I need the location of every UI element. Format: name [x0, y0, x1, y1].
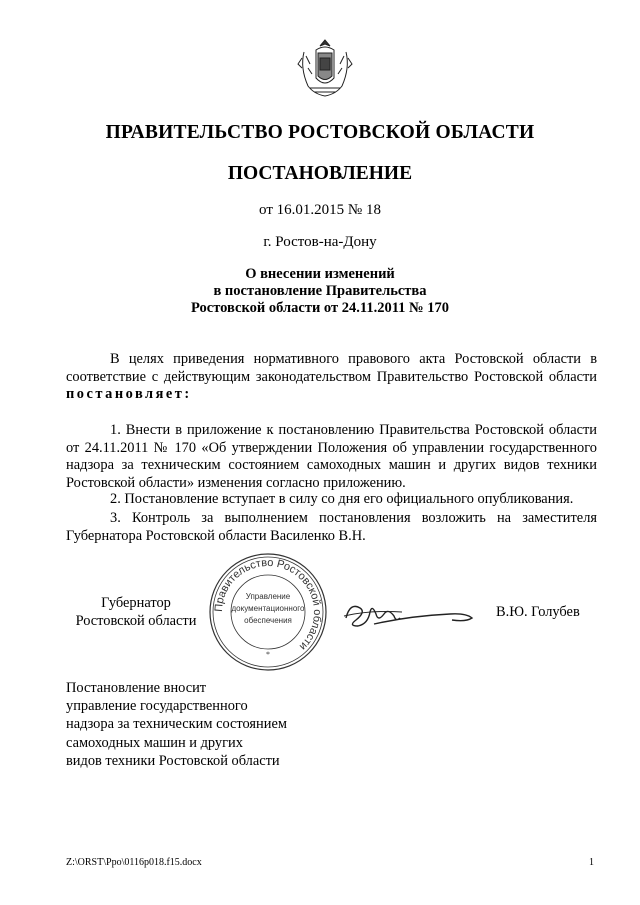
item-3-paragraph: 3. Контроль за выполнением постановления возложить на заместителя Губернатора Ростовской области Василенко В.Н. — [66, 510, 597, 544]
executor-line: видов техники Ростовской области — [66, 752, 280, 769]
stamp-ring-text: Правительство Ростовской области — [212, 556, 324, 653]
coat-of-arms-icon — [296, 38, 354, 100]
executor-line: надзора за техническим состоянием — [66, 716, 287, 733]
resolves-word: постановляет: — [66, 386, 192, 403]
signer-title — [66, 594, 206, 630]
stamp-inner-line: Управление — [245, 592, 291, 601]
document-date-number: от 16.01.2015 № 18 — [259, 202, 381, 218]
document-type: ПОСТАНОВЛЕНИЕ — [227, 163, 413, 184]
executor-line: самоходных машин и других — [66, 734, 243, 751]
stamp-inner-line: документационного — [231, 604, 305, 613]
footer-file-path: Z:\ORST\Ppo\0116p018.f15.docx — [66, 857, 202, 868]
item-1-paragraph: 1. Внести в приложение к постановлению Правительства Ростовской области от 24.11.2011 № 170 «Об утверждении Положения об управлении государственного надзора за техническим состоянием самоходных машин и других видов техники Ростовской области» изменения согласно приложению. — [66, 422, 597, 491]
preamble-paragraph — [66, 351, 597, 404]
item-2-paragraph: 2. Постановление вступает в силу со дня его официального опубликования. — [110, 491, 574, 507]
document-subject — [0, 266, 640, 317]
executor-line: Постановление вносит — [66, 680, 207, 696]
subject-line: в постановление Правительства — [213, 283, 427, 299]
preamble-text: В целях приведения нормативного правового акта Ростовской области в соответствие с действующим законодательством Правительство Ростовской области — [66, 351, 597, 385]
subject-line: Ростовской области от 24.11.2011 № 170 — [191, 300, 449, 316]
footer-page-number: 1 — [589, 857, 594, 868]
handwritten-signature — [340, 596, 480, 636]
executor-note — [66, 679, 366, 770]
government-title: ПРАВИТЕЛЬСТВО РОСТОВСКОЙ ОБЛАСТИ — [105, 122, 535, 143]
signer-name: В.Ю. Голубев — [496, 604, 580, 620]
signer-title-line: Ростовской области — [75, 613, 197, 629]
svg-text:*: * — [266, 650, 270, 659]
executor-line: управление государственного — [66, 698, 248, 715]
stamp-inner-line: обеспечения — [244, 616, 292, 625]
official-stamp — [207, 551, 329, 673]
subject-line: О внесении изменений — [245, 266, 395, 282]
document-city: г. Ростов-на-Дону — [263, 234, 377, 250]
signer-title-line: Губернатор — [101, 595, 171, 611]
